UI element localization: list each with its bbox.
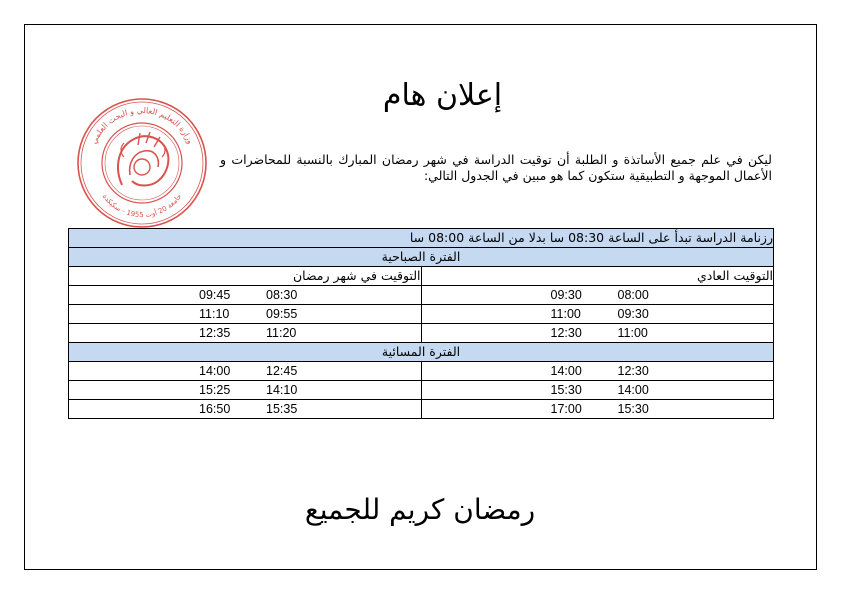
ramadan-time-slot — [69, 362, 422, 381]
time-range — [199, 326, 296, 340]
end-time: 11:00 — [550, 307, 581, 321]
ramadan-time-slot — [69, 381, 422, 400]
start-time: 12:30 — [617, 364, 649, 378]
table-row — [69, 400, 774, 419]
start-time: 12:45 — [266, 364, 298, 378]
ramadan-time-slot — [69, 305, 422, 324]
start-time: 11:00 — [617, 326, 648, 340]
evening-band-row — [69, 343, 774, 362]
time-range — [199, 364, 297, 378]
time-range — [551, 307, 649, 321]
time-range — [199, 307, 297, 321]
announcement-title: إعلان هام — [382, 78, 503, 113]
ramadan-time-slot — [69, 400, 422, 419]
end-time: 09:45 — [199, 288, 231, 302]
svg-text:جامعة 20 أوت 1955 - سكيكدة — [101, 193, 183, 219]
start-time: 14:10 — [266, 383, 298, 397]
column-header-row — [69, 267, 774, 286]
time-range — [551, 326, 648, 340]
start-time: 15:30 — [617, 402, 649, 416]
time-range — [551, 288, 649, 302]
start-time: 09:30 — [617, 307, 649, 321]
time-range — [199, 383, 297, 397]
seal-text-top: وزارة التعليم العالي و البحث العلمي — [89, 105, 195, 146]
start-time: 09:55 — [266, 307, 298, 321]
end-time: 15:25 — [199, 383, 231, 397]
normal-time-slot — [421, 381, 774, 400]
start-time: 08:30 — [266, 288, 298, 302]
seal-text-bottom: جامعة 20 أوت 1955 - سكيكدة — [100, 192, 184, 220]
start-time: 14:00 — [617, 383, 649, 397]
end-time: 09:30 — [550, 288, 582, 302]
ministry-seal-icon — [76, 97, 208, 229]
schedule-header: رزنامة الدراسة تبدأ على الساعة 08:30 سا بدلا من الساعة 08:00 سا — [69, 229, 774, 248]
time-range — [551, 364, 649, 378]
end-time: 11:10 — [199, 307, 230, 321]
table-row — [69, 305, 774, 324]
start-time: 11:20 — [266, 326, 297, 340]
start-time: 08:00 — [617, 288, 649, 302]
normal-time-slot — [421, 286, 774, 305]
end-time: 17:00 — [550, 402, 582, 416]
table-row — [69, 362, 774, 381]
end-time: 16:50 — [199, 402, 231, 416]
table-header-row — [69, 229, 774, 248]
morning-period-label: الفترة الصباحية — [69, 248, 774, 267]
schedule-table — [68, 228, 774, 419]
announcement-intro: ليكن في علم جميع الأساتذة و الطلبة أن توقيت الدراسة في شهر رمضان المبارك بالنسبة للمحاضرات و الأعمال الموجهة و التطبيقية ستكون كما هو مبين في الجدول التالي: — [220, 152, 772, 183]
time-range — [199, 288, 297, 302]
normal-time-slot — [421, 400, 774, 419]
normal-time-slot — [421, 324, 774, 343]
end-time: 14:00 — [550, 364, 582, 378]
ramadan-time-slot — [69, 286, 422, 305]
end-time: 12:30 — [550, 326, 582, 340]
end-time: 12:35 — [199, 326, 231, 340]
column-ramadan-header: التوقيت في شهر رمضان — [69, 267, 422, 286]
closing-greeting: رمضان كريم للجميع — [304, 493, 536, 526]
normal-time-slot — [421, 362, 774, 381]
end-time: 14:00 — [199, 364, 231, 378]
table-row — [69, 324, 774, 343]
evening-period-label: الفترة المسائية — [69, 343, 774, 362]
start-time: 15:35 — [266, 402, 298, 416]
svg-text:وزارة التعليم العالي و البحث ا — [89, 106, 195, 145]
end-time: 15:30 — [550, 383, 582, 397]
morning-band-row — [69, 248, 774, 267]
time-range — [199, 402, 297, 416]
table-row — [69, 286, 774, 305]
column-normal-header: التوقيت العادي — [421, 267, 774, 286]
normal-time-slot — [421, 305, 774, 324]
time-range — [551, 383, 649, 397]
table-row — [69, 381, 774, 400]
ramadan-time-slot — [69, 324, 422, 343]
time-range — [551, 402, 649, 416]
